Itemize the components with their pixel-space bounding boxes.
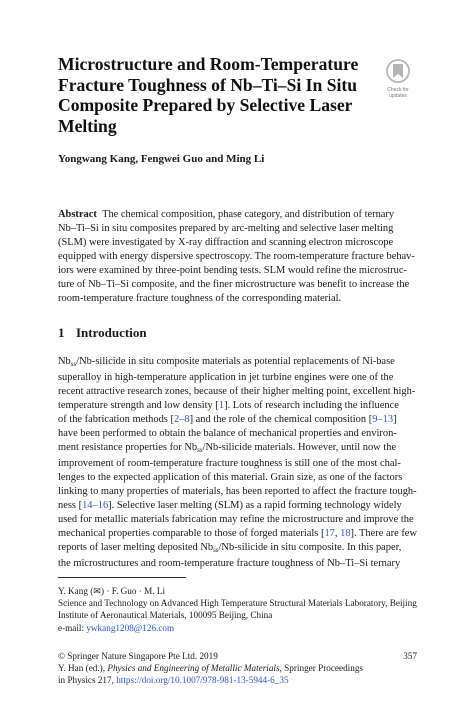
- title-line: Fracture Toughness of Nb–Ti–Si In Situ: [58, 74, 358, 95]
- section-number: 1: [58, 325, 65, 340]
- citation-link[interactable]: 17: [324, 528, 335, 539]
- title-line: Composite Prepared by Selective Laser: [58, 95, 353, 115]
- citation-link[interactable]: 1: [218, 400, 225, 411]
- title-line: Melting: [58, 115, 117, 136]
- abstract: [58, 208, 417, 306]
- citation-link[interactable]: 2–8: [173, 414, 190, 425]
- authors: Yongwang Kang, Fengwei Guo and Ming Li: [58, 153, 265, 165]
- email-link[interactable]: ywkang1208@126.com: [86, 622, 175, 633]
- page-number: 357: [403, 651, 417, 661]
- badge-label: Check for updates: [387, 87, 409, 99]
- publication-footer: © Springer Nature Singapore Pte Ltd. 2019 Y. Han (ed.), Physics and Engineering of Metallic Materials, Springer Proceedings in Physics 217, https://doi.org/10.1007/978-981-13-5944-6_35: [58, 651, 363, 686]
- abstract-line: ture of Nb–Ti–Si composite, and the finer microstructure was benefit to increase the: [58, 279, 410, 290]
- doi-link[interactable]: https://doi.org/10.1007/978-981-13-5944-6_35: [116, 675, 289, 686]
- title-line: Microstructure and Room-Temperature: [58, 54, 359, 74]
- citation-link[interactable]: 14–16: [82, 500, 109, 511]
- footnote-divider: [58, 577, 186, 578]
- paper-title: [58, 54, 376, 136]
- author-footnote: Y. Kang (✉) · F. Guo · M. Li Science and Technology on Advanced High Temperature Structural Materials Laboratory, Beijing Institute of Aeronautical Materials, 100095 Beijing, China e-mail: ywkang1208@126.com: [58, 586, 417, 633]
- section-title: Introduction: [76, 325, 147, 340]
- abstract-line: room-temperature fracture toughness of the corresponding material.: [58, 293, 342, 304]
- abstract-line: (SLM) were investigated by X-ray diffraction and scanning electron microscope: [58, 237, 394, 248]
- abstract-label: Abstract: [58, 209, 97, 220]
- abstract-line: The chemical composition, phase category, and distribution of ternary: [102, 209, 395, 220]
- abstract-line: equipped with energy dispersive spectroscopy. The room-temperature fracture behav-: [58, 251, 415, 262]
- check-for-updates-badge[interactable]: [380, 58, 416, 102]
- section-heading: [58, 325, 147, 341]
- citation-link[interactable]: 9–13: [372, 414, 394, 425]
- abstract-line: iors were examined by three-point bending tests. SLM would refine the microstruc-: [58, 265, 407, 276]
- bookmark-icon: [385, 58, 411, 88]
- abstract-line: Nb–Ti–Si in situ composites prepared by arc-melting and selective laser melting: [58, 223, 394, 234]
- citation-link[interactable]: 18: [340, 528, 351, 539]
- introduction-body: $Nb_{ss}/Nb$-silicide in situ composite materials as potential replacements of Ni-base superalloy in high-temperature application in jet turbine engines were one of the recent attractive research zones, because of their higher melting point, excellent high- temperature strength and low density [1]. Lots of research including the influence of the fabrication methods [2–8] and the role of the chemical composition [9–13] have been performed to obtain the balance of mechanical properties and environ- ment resistance properties for $Nb_{ss}/Nb$-silicide materials. However, until now the improvement of room-temperature fracture toughness is still one of the most chal- lenges to the expected application of this material. Grain size, as one of the factors linking to many properties of materials, has been reported to affect the fracture tough- ness [14–16]. Selective laser melting (SLM) as a rapid forming technology widely used for metallic materials fabrication may refine the microstructure and improve the mechanical properties comparable to those of forged materials [17, 18]. There are few reports of laser melting deposited $Nb_{ss}/Nb$-silicide in situ composite. In this paper, the microstructures and room-temperature fracture toughness of Nb–Ti–Si ternary: [58, 356, 417, 569]
